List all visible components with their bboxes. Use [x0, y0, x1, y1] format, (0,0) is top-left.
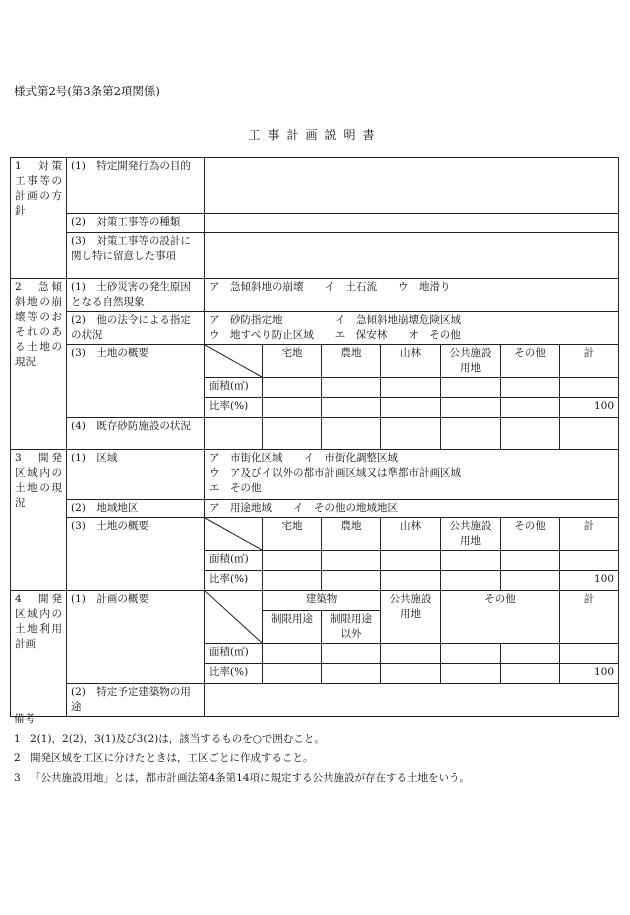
s2-col-public: 公共施設用地	[441, 345, 501, 378]
s4-diagonal-cell	[205, 591, 263, 644]
s2-item4-field-4[interactable]	[381, 418, 441, 450]
s4-ratio-cell[interactable]	[441, 664, 501, 684]
s3-area-cell[interactable]	[560, 551, 619, 571]
s3-col-forest: 山林	[381, 518, 441, 551]
section2-heading: 2 急傾斜地の崩壊等のおそれのある土地の現況	[11, 279, 67, 450]
s3-ratio-cell[interactable]	[381, 571, 441, 591]
s3-area-cell[interactable]	[501, 551, 560, 571]
s3-col-total: 計	[560, 518, 619, 551]
s3-col-other: その他	[501, 518, 560, 551]
s3-item1-line1: ア 市街化区域 イ 市街化調整区域	[209, 452, 398, 464]
s4-item2-label: (2) 特定予定建築物の用途	[67, 684, 205, 717]
s2-area-label: 面積(㎡)	[205, 378, 263, 398]
s4-area-cell[interactable]	[441, 644, 501, 664]
s2-item4-field-6[interactable]	[501, 418, 560, 450]
s4-area-cell[interactable]	[560, 644, 619, 664]
s3-col-public: 公共施設用地	[441, 518, 501, 551]
s3-item1-label: (1) 区域	[67, 450, 205, 500]
s2-item4-field-5[interactable]	[441, 418, 501, 450]
s3-ratio-total: 100	[560, 571, 619, 591]
s2-item4-field-3[interactable]	[322, 418, 381, 450]
s3-area-cell[interactable]	[263, 551, 322, 571]
remark-item: 1 2(1)，2(2)，3(1)及び3(2)は，該当するものを○で囲むこと。	[14, 732, 325, 745]
construction-plan-table	[10, 157, 619, 717]
s4-ratio-cell[interactable]	[322, 664, 381, 684]
s3-item2-options[interactable]: ア 用途地域 イ その他の地域地区	[205, 500, 619, 518]
s2-ratio-cell[interactable]	[263, 398, 322, 418]
s3-item3-label: (3) 土地の概要	[67, 518, 205, 591]
s2-ratio-label: 比率(%)	[205, 398, 263, 418]
s3-area-cell[interactable]	[381, 551, 441, 571]
s3-area-label: 面積(㎡)	[205, 551, 263, 571]
s2-col-farmland: 農地	[322, 345, 381, 378]
s4-ratio-label: 比率(%)	[205, 664, 263, 684]
s2-item4-field-1[interactable]	[205, 418, 263, 450]
s3-item1-line2: ウ ア及びイ以外の都市計画区域又は準都市計画区域	[209, 467, 461, 479]
s3-col-residential: 宅地	[263, 518, 322, 551]
s2-item4-field-7[interactable]	[560, 418, 619, 450]
s2-item2-line2: ウ 地すべり防止区域 エ 保安林 オ その他	[209, 329, 461, 341]
remarks-title: 備考	[14, 713, 35, 725]
s3-item1-line3: エ その他	[209, 482, 262, 494]
s3-ratio-cell[interactable]	[441, 571, 501, 591]
s2-item4-field-2[interactable]	[263, 418, 322, 450]
s3-ratio-cell[interactable]	[322, 571, 381, 591]
s2-area-cell[interactable]	[381, 378, 441, 398]
s1-item2-field[interactable]	[205, 214, 619, 233]
s3-ratio-cell[interactable]	[501, 571, 560, 591]
s4-col-total: 計	[560, 591, 619, 644]
s4-ratio-cell[interactable]	[263, 664, 322, 684]
s2-item2-options[interactable]	[205, 312, 619, 345]
s2-col-other: その他	[501, 345, 560, 378]
s4-col-non-restricted: 制限用途以外	[322, 611, 381, 644]
section3-heading: 3 開発区域内の土地の現況	[11, 450, 67, 591]
section1-heading: 1 対策工事等の計画の方針	[11, 158, 67, 279]
s1-item1-label: (1) 特定開発行為の目的	[67, 158, 205, 214]
s2-col-forest: 山林	[381, 345, 441, 378]
s4-area-cell[interactable]	[381, 644, 441, 664]
s2-item4-label: (4) 既存砂防施設の状況	[67, 418, 205, 450]
s4-col-restricted: 制限用途	[263, 611, 322, 644]
form-number: 様式第2号(第3条第2項関係)	[14, 84, 160, 98]
s4-ratio-total: 100	[560, 664, 619, 684]
s2-area-cell[interactable]	[501, 378, 560, 398]
s4-ratio-cell[interactable]	[381, 664, 441, 684]
s3-ratio-cell[interactable]	[263, 571, 322, 591]
section4-heading: 4 開発区域内の土地利用計画	[11, 591, 67, 717]
s2-col-total: 計	[560, 345, 619, 378]
s2-area-cell[interactable]	[441, 378, 501, 398]
s4-area-label: 面積(㎡)	[205, 644, 263, 664]
s4-col-public: 公共施設用地	[381, 591, 441, 644]
s2-ratio-cell[interactable]	[501, 398, 560, 418]
s2-item2-line1: ア 砂防指定地 イ 急傾斜地崩壊危険区域	[209, 314, 461, 326]
s3-area-cell[interactable]	[322, 551, 381, 571]
s3-item1-options[interactable]	[205, 450, 619, 500]
remark-item: 3 「公共施設用地」とは，都市計画法第4条第14項に規定する公共施設が存在する土地をいう。	[14, 771, 471, 784]
s1-item3-field[interactable]	[205, 233, 619, 279]
s1-item3-label: (3) 対策工事等の設計に関し特に留意した事項	[67, 233, 205, 279]
s2-diagonal-cell	[205, 345, 263, 378]
s2-item3-label: (3) 土地の概要	[67, 345, 205, 418]
s3-item2-label: (2) 地域地区	[67, 500, 205, 518]
s1-item1-field[interactable]	[205, 158, 619, 214]
s4-area-cell[interactable]	[501, 644, 560, 664]
s2-item2-label: (2) 他の法令による指定の状況	[67, 312, 205, 345]
s2-area-cell[interactable]	[263, 378, 322, 398]
s3-col-farmland: 農地	[322, 518, 381, 551]
s4-item1-label: (1) 計画の概要	[67, 591, 205, 684]
s2-item1-options[interactable]: ア 急傾斜地の崩壊 イ 土石流 ウ 地滑り	[205, 279, 619, 312]
s4-area-cell[interactable]	[263, 644, 322, 664]
s4-col-building: 建築物	[263, 591, 381, 611]
s2-ratio-cell[interactable]	[441, 398, 501, 418]
s2-ratio-total: 100	[560, 398, 619, 418]
s3-area-cell[interactable]	[441, 551, 501, 571]
s3-diagonal-cell	[205, 518, 263, 551]
s2-col-residential: 宅地	[263, 345, 322, 378]
s2-item1-label: (1) 土砂災害の発生原因となる自然現象	[67, 279, 205, 312]
s2-ratio-cell[interactable]	[381, 398, 441, 418]
s2-area-cell[interactable]	[560, 378, 619, 398]
s4-col-other: その他	[441, 591, 560, 644]
remarks	[14, 710, 470, 788]
remark-item: 2 開発区域を工区に分けたときは，工区ごとに作成すること。	[14, 752, 314, 764]
s4-ratio-cell[interactable]	[501, 664, 560, 684]
s1-item2-label: (2) 対策工事等の種類	[67, 214, 205, 233]
s2-area-cell[interactable]	[322, 378, 381, 398]
s4-area-cell[interactable]	[322, 644, 381, 664]
s3-ratio-label: 比率(%)	[205, 571, 263, 591]
document-title: 工事計画説明書	[248, 128, 382, 142]
s2-ratio-cell[interactable]	[322, 398, 381, 418]
